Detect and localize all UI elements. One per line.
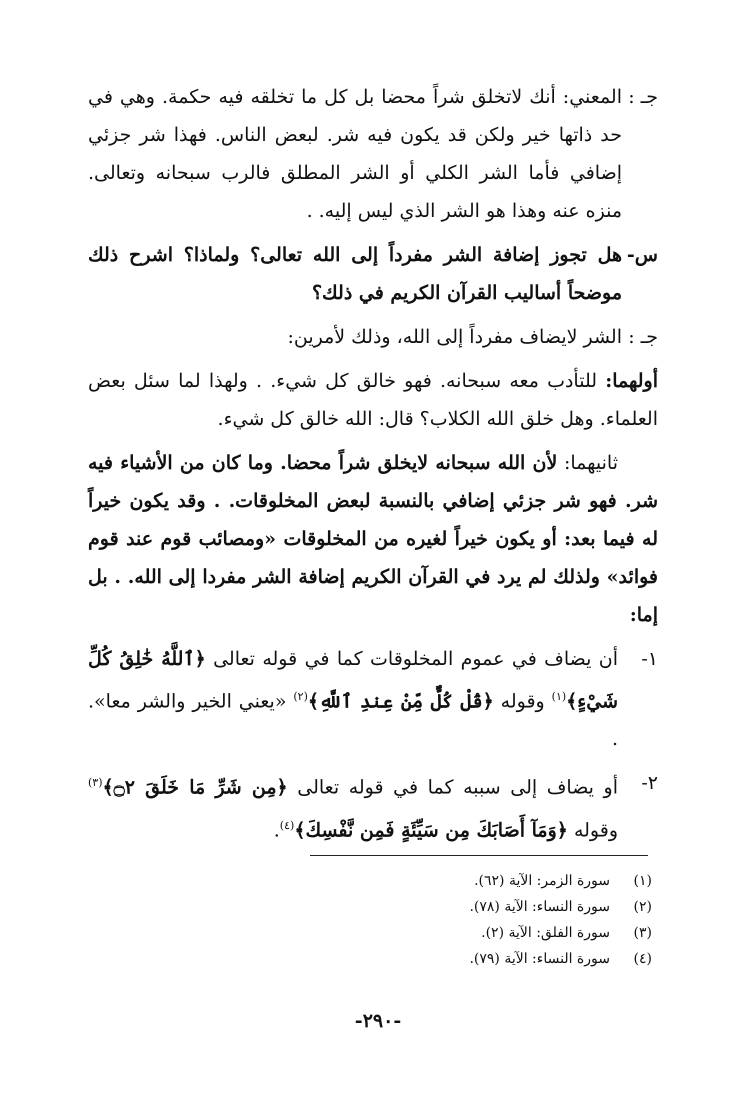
footnote-text: سورة الفلق: الآية (٢). bbox=[481, 925, 610, 941]
first-reason bbox=[88, 362, 658, 438]
quran-verse: ﴿قُلْ كُلٌّ مِّنْ عِندِ ٱللَّهِ﴾ bbox=[307, 690, 494, 713]
answer-2 bbox=[88, 318, 658, 356]
answer-2-text: الشر لايضاف مفرداً إلى الله، وذلك لأمرين: bbox=[287, 326, 622, 348]
list-item bbox=[88, 764, 658, 849]
list-item-text-c: «يعني الخير والشر معا». . bbox=[88, 690, 618, 751]
footnotes bbox=[300, 868, 652, 972]
second-reason-text: لأن الله سبحانه لايخلق شراً محضا. وما كان من الأشياء فيه شر. فهو شر جزئي إضافي بالنسبة لبعض المخلوقات. . وقد يكون خيراً له فيما بعد: أو يكون خيراً لغيره من المخلوقات «ومصائب قوم عند قوم فوائد» ولذلك لم يرد في القرآن الكريم إضافة الشر مفردا إلى الله. . بل إما: bbox=[88, 452, 658, 626]
footnote-number: (٤) bbox=[633, 951, 652, 967]
footnote-ref: (٣) bbox=[88, 776, 103, 790]
footnote-ref: (١) bbox=[551, 690, 567, 703]
footnote bbox=[300, 894, 652, 920]
list-item-text-a: أن يضاف في عموم المخلوقات كما في قوله تعالى bbox=[205, 648, 618, 670]
list-item-number: ١- bbox=[641, 648, 658, 670]
footnote bbox=[300, 946, 652, 972]
quran-verse: ﴿وَمَآ أَصَابَكَ مِن سَيِّئَةٍ فَمِن نَّفْسِكَ﴾ bbox=[294, 818, 568, 841]
footnote-text: سورة النساء: الآية (٧٩). bbox=[469, 951, 610, 967]
page-number: -٢٩٠- bbox=[354, 1010, 402, 1032]
second-reason bbox=[88, 444, 658, 634]
question bbox=[88, 236, 658, 312]
answer-2-label: جـ : bbox=[628, 326, 658, 348]
footnote bbox=[300, 868, 652, 894]
question-text: هل تجوز إضافة الشر مفرداً إلى الله تعالى؟ ولماذا؟ اشرح ذلك موضحاً أساليب القرآن الكريم في ذلك؟ bbox=[88, 244, 622, 304]
list-item-text-b: وقوله bbox=[493, 690, 552, 713]
footnote-divider bbox=[310, 855, 648, 856]
list-item-text-c: . bbox=[273, 818, 280, 841]
footnote-text: سورة النساء: الآية (٧٨). bbox=[469, 899, 610, 915]
answer-1 bbox=[88, 78, 658, 230]
footnote bbox=[300, 920, 652, 946]
second-reason-lead: ثانيهما: bbox=[557, 452, 618, 474]
list-item bbox=[88, 640, 658, 758]
footnote-ref: (٤) bbox=[279, 818, 295, 832]
page-body bbox=[88, 78, 658, 855]
footnote-ref: (٢) bbox=[293, 690, 308, 703]
list-item-text-b: وقوله bbox=[567, 818, 618, 841]
answer-1-text: المعني: أنك لاتخلق شراً محضا بل كل ما تخلقه فيه حكمة. وهي في حد ذاتها خير ولكن قد يكون فيه شر. لبعض الناس. فهذا شر جزئي إضافي فأما الشر الكلي أو الشر المطلق فالرب سبحانه وتعالى. منزه عنه وهذا هو الشر الذي ليس إليه. . bbox=[88, 86, 622, 222]
list-item-number: ٢- bbox=[641, 772, 658, 795]
first-reason-lead: أولهما: bbox=[605, 370, 658, 392]
answer-1-label: جـ : bbox=[628, 86, 658, 108]
footnote-number: (١) bbox=[633, 873, 652, 889]
first-reason-text: للتأدب معه سبحانه. فهو خالق كل شيء. . ولهذا لما سئل بعض العلماء. وهل خلق الله الكلاب؟ قال: الله خالق كل شيء. bbox=[88, 370, 658, 430]
quran-verse: ﴿مِن شَرِّ مَا خَلَقَ ۝٢﴾ bbox=[102, 776, 288, 799]
footnote-number: (٢) bbox=[633, 899, 652, 915]
list-item-text-a: أو يضاف إلى سببه كما في قوله تعالى bbox=[287, 776, 619, 799]
footnote-number: (٣) bbox=[633, 925, 652, 941]
footnote-text: سورة الزمر: الآية (٦٢). bbox=[474, 873, 610, 889]
quran-verse: ﴿ٱللَّهُ خَٰلِقُ كُلِّ شَيْءٍ﴾ bbox=[88, 648, 618, 713]
question-label: س- bbox=[626, 244, 658, 266]
